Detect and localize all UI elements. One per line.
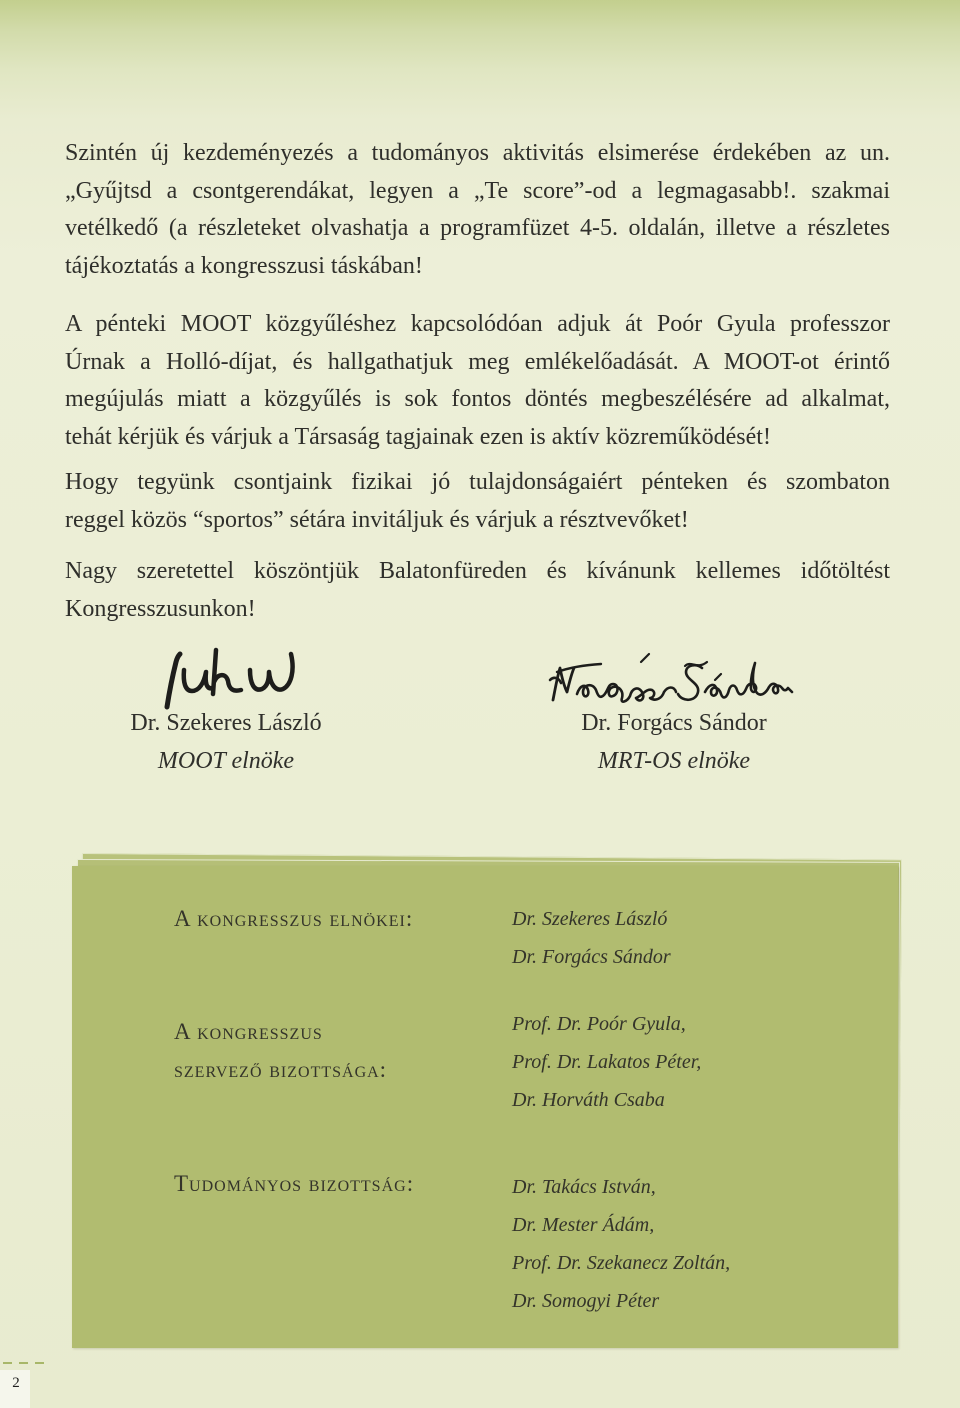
text-line: Nagy szeretettel köszöntjük Balatonfüreden és kívánunk kellemes időtöltést (65, 558, 890, 584)
text-line: tehát kérjük és várjuk a Társaság tagjainak ezen is aktív közreműködését! (65, 424, 771, 451)
text-line: A pénteki MOOT közgyűléshez kapcsolódóan adjuk át Poór Gyula professzor (65, 311, 890, 337)
member-name: Prof. Dr. Szekanecz Zoltán, (512, 1252, 731, 1274)
text-line: reggel közös “sportos” sétára invitáljuk és várjuk a résztvevőket! (65, 506, 689, 533)
paragraph-morning-walk (65, 464, 890, 539)
committee-organizing-members (512, 1005, 701, 1119)
committee-scientific-members (512, 1168, 730, 1320)
paragraph-general-assembly (65, 306, 890, 457)
text-line: Hogy tegyünk csontjaink fizikai jó tulajdonságaiért pénteken és szombaton (65, 469, 890, 495)
text-line: Szintén új kezdeményezés a tudományos aktivitás elsimerése érdekében az un. (65, 140, 890, 166)
page-number: 2 (12, 1375, 20, 1391)
member-name: Dr. Szekeres László (512, 908, 668, 930)
member-name: Dr. Somogyi Péter (512, 1290, 660, 1312)
signatory-role: MRT-OS elnöke (597, 748, 751, 774)
text-line: vetélkedő (a részleteket olvashatja a programfüzet 4-5. oldalán, illetve a részletes (65, 215, 890, 242)
text-line: megújulás miatt a közgyűlés is sok fontos döntés megbeszélésére ad alkalmat, (65, 386, 890, 413)
signatory-left (96, 704, 356, 780)
member-name: Dr. Horváth Csaba (512, 1089, 665, 1111)
text-line: „Gyűjtsd a csontgerendákat, legyen a „Te score”-od a legmagasabb!. szakmai (65, 177, 890, 204)
member-name: Dr. Takács István, (512, 1176, 656, 1198)
committee-panel (72, 866, 898, 1348)
text-line: tájékoztatás a kongresszusi táskában! (65, 253, 423, 280)
signatory-right (544, 704, 804, 780)
committee-presidents-members (512, 900, 671, 976)
signature-forgacs (545, 650, 795, 712)
committee-organizing-label (174, 1013, 387, 1089)
label-line: Tudományos bizottság: (174, 1171, 415, 1196)
label-line: A kongresszus elnökei: (174, 906, 414, 931)
member-name: Prof. Dr. Poór Gyula, (512, 1013, 686, 1035)
label-line: A kongresszus (174, 1019, 323, 1044)
signature-szekeres (155, 636, 305, 714)
dashed-rule (3, 1362, 47, 1364)
signatory-name: Dr. Forgács Sándor (581, 710, 767, 736)
member-name: Dr. Forgács Sándor (512, 946, 671, 968)
signatory-name: Dr. Szekeres László (130, 710, 322, 736)
committee-presidents-label (174, 900, 413, 938)
paragraph-competition (65, 135, 890, 286)
member-name: Dr. Mester Ádám, (512, 1214, 655, 1236)
member-name: Prof. Dr. Lakatos Péter, (512, 1051, 702, 1073)
paragraph-welcome (65, 553, 890, 628)
committee-scientific-label (174, 1165, 414, 1203)
text-line: Úrnak a Holló-díjat, és hallgathatjuk meg emlékelőadását. A MOOT-ot érintő (65, 348, 890, 375)
text-line: Kongresszusunkon! (65, 595, 256, 622)
signatory-role: MOOT elnöke (157, 748, 295, 774)
label-line: szervező bizottsága: (174, 1057, 388, 1082)
